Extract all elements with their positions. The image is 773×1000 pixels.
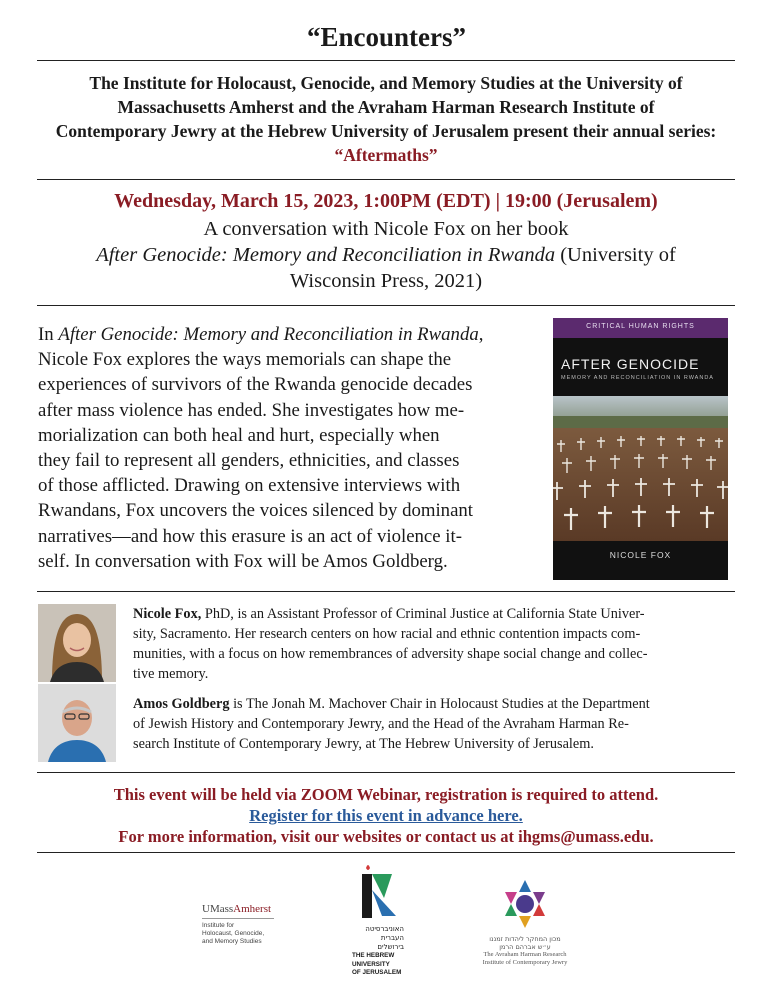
publisher-line: Wisconsin Press, 2021) [289, 270, 483, 292]
amos-goldberg-bio [133, 694, 725, 754]
conversation-line: A conversation with Nicole Fox on her book [203, 218, 569, 240]
divider [37, 179, 735, 180]
divider [37, 60, 735, 61]
umass-logo [202, 903, 312, 946]
book-line [37, 242, 735, 268]
intro-line: Contemporary Jewry at the Hebrew University of Jerusalem present their annual series: [55, 121, 717, 141]
amos-goldberg-photo-icon [38, 684, 116, 762]
publisher: (University of [555, 244, 676, 266]
bio-line: munities, with a focus on how remembrances of adversity shape social change and collec- [133, 646, 648, 662]
harman-english-name: The Avraham Harman Research Institute of Contemporary Jewry [482, 951, 568, 966]
description-line: experiences of survivors of the Rwanda genocide decades [38, 374, 473, 396]
hebrew-university-emblem-icon [352, 860, 402, 920]
cover-title: AFTER GENOCIDE [561, 356, 700, 372]
divider [37, 305, 735, 306]
cover-series: CRITICAL HUMAN RIGHTS [586, 323, 695, 330]
cover-subtitle: MEMORY AND RECONCILIATION IN RWANDA [561, 375, 714, 381]
divider [37, 772, 735, 773]
register-link[interactable]: Register for this event in advance here. [249, 806, 523, 825]
intro-line: Massachusetts Amherst and the Avraham Harman Research Institute of [117, 97, 655, 117]
description-line: self. In conversation with Fox will be Amos Goldberg. [38, 550, 448, 572]
bio-name: Nicole Fox, [133, 606, 202, 622]
cemetery-photo-icon [553, 396, 728, 541]
bio-line: Nicole Fox, PhD, is an Assistant Professor of Criminal Justice at California State Univer- [133, 606, 645, 622]
umass-name: UMass [202, 903, 234, 915]
series-name: “Aftermaths” [334, 145, 438, 165]
description-line: narratives—and how this erasure is an act of violence it- [38, 525, 462, 547]
description-book-title: After Genocide: Memory and Reconciliation in Rwanda [58, 324, 479, 345]
harman-institute-logo [470, 878, 580, 967]
bio-name: Amos Goldberg [133, 696, 230, 712]
huji-english-name: THE HEBREW UNIVERSITY OF JERUSALEM [352, 952, 402, 976]
nicole-fox-photo-icon [38, 604, 116, 682]
intro-line: The Institute for Holocaust, Genocide, and Memory Studies at the University of [89, 73, 683, 93]
description-line: morialization can both heal and hurt, especially when [38, 424, 440, 446]
contact-info: For more information, visit our websites or contact us at ihgms@umass.edu. [118, 827, 654, 846]
harman-star-emblem-icon [499, 878, 551, 930]
cover-author: NICOLE FOX [609, 550, 672, 560]
book-cover [553, 318, 728, 580]
bio-line: sity, Sacramento. Her research centers on how racial and ethnic contention impacts com- [133, 626, 641, 642]
bio-line: search Institute of Contemporary Jewry, at The Hebrew University of Jerusalem. [133, 736, 594, 752]
intro-block [37, 71, 735, 167]
umass-institute: Institute for Holocaust, Genocide, and Memory Studies [202, 922, 265, 945]
umass-amherst: Amherst [233, 903, 272, 915]
description-line: Nicole Fox explores the ways memorials can shape the [38, 349, 452, 371]
description-line: of those afflicted. Drawing on extensive interviews with [38, 475, 461, 497]
divider [37, 591, 735, 592]
nicole-fox-bio [133, 604, 725, 684]
divider [37, 852, 735, 853]
bio-line: Amos Goldberg is The Jonah M. Machover Chair in Holocaust Studies at the Department [133, 696, 650, 712]
bio-line: tive memory. [133, 666, 209, 682]
bio-line: of Jewish History and Contemporary Jewry, and the Head of the Avraham Harman Re- [133, 716, 629, 732]
event-datetime: Wednesday, March 15, 2023, 1:00PM (EDT) | 19:00 (Jerusalem) [114, 190, 658, 212]
description-line: Rwandans, Fox uncovers the voices silenced by dominant [38, 500, 474, 522]
page-title: “Encounters” [306, 22, 466, 52]
event-conversation [37, 216, 735, 294]
description-line: after mass violence has ended. She investigates how me- [38, 399, 465, 421]
book-description [38, 322, 520, 574]
description-line: they fail to represent all genders, ethnicities, and classes [38, 450, 460, 472]
huji-hebrew-name: האוניברסיטה העברית בירושלים [365, 925, 404, 951]
book-title: After Genocide: Memory and Reconciliation in Rwanda [96, 244, 556, 266]
hebrew-university-logo [352, 860, 416, 978]
registration-block [37, 784, 735, 847]
harman-hebrew-name: מכון המחקר ליהדות זמננו ע״ש אברהם הרמן [489, 935, 561, 951]
description-line: In After Genocide: Memory and Reconciliation in Rwanda, [38, 324, 484, 345]
registration-notice: This event will be held via ZOOM Webinar, registration is required to attend. [113, 785, 659, 804]
